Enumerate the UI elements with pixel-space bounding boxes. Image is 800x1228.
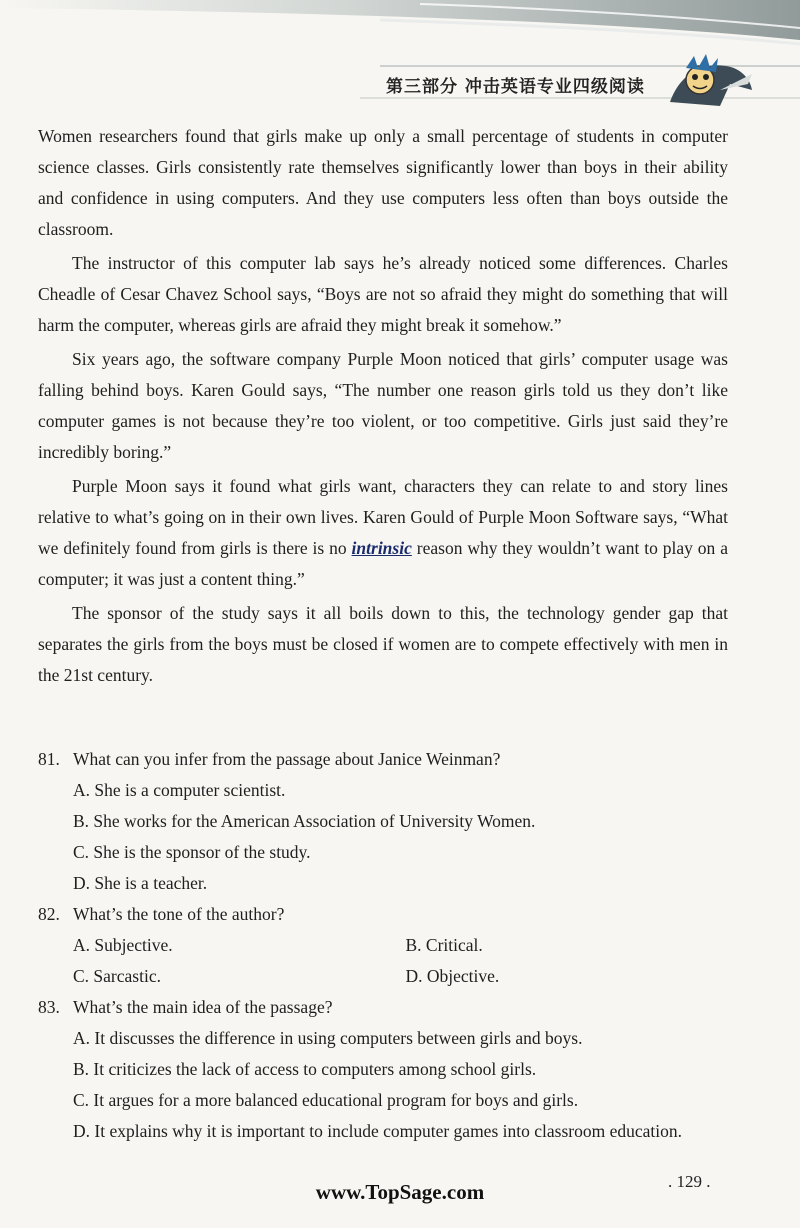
chapter-header-title: 第三部分 冲击英语专业四级阅读 bbox=[386, 77, 645, 97]
question-text: What can you infer from the passage about Janice Weinman? bbox=[73, 749, 501, 769]
question-text: What’s the main idea of the passage? bbox=[73, 997, 333, 1017]
option-a: A. She is a computer scientist. bbox=[73, 780, 286, 800]
passage-paragraph-4 bbox=[38, 471, 728, 595]
footer-website-link[interactable]: www.TopSage.com bbox=[315, 1180, 485, 1204]
option-b: B. She works for the American Association of University Women. bbox=[73, 811, 536, 831]
option-d: D. She is a teacher. bbox=[73, 873, 208, 893]
question-81 bbox=[38, 744, 738, 899]
mascot-character-icon bbox=[660, 44, 756, 110]
option-b: B. Critical. bbox=[405, 935, 483, 955]
passage-paragraph-1: Women researchers found that girls make up only a small percentage of students in computer science classes. Girls consistently rate themselves significantly lower than boys in their ability and confidence in using computers. And they use computers less often than boys outside the classroom. bbox=[38, 126, 728, 239]
option-d: D. Objective. bbox=[405, 966, 500, 986]
paragraph-4-text-before: Purple Moon says it found what girls want, characters they can relate to and story lines relative to what’s going on in their own lives. Karen Gould of Purple Moon Software says, “What we definitely found from girls is there is no bbox=[38, 476, 728, 558]
option-c: C. Sarcastic. bbox=[73, 966, 161, 986]
options-row-1 bbox=[73, 930, 738, 961]
question-number: 81. bbox=[38, 749, 60, 769]
page-number: . 129 . bbox=[668, 1172, 711, 1191]
option-c: C. She is the sponsor of the study. bbox=[73, 842, 311, 862]
paragraph-4-text-after: reason why they wouldn’t want to play on a computer; it was just a content thing.” bbox=[38, 538, 728, 589]
passage-paragraph-3: Six years ago, the software company Purple Moon noticed that girls’ computer usage was falling behind boys. Karen Gould says, “The number one reason girls told us they don’t like computer games is not because they’re too violent, or too competitive. Girls just said they’re incredibly boring.” bbox=[38, 349, 728, 462]
option-a: A. It discusses the difference in using computers between girls and boys. bbox=[73, 1028, 583, 1048]
passage-paragraph-2: The instructor of this computer lab says he’s already noticed some differences. Charles Cheadle of Cesar Chavez School says, “Boys are not so afraid they might do something that will harm the computer, whereas girls are afraid they might break it somehow.” bbox=[38, 253, 728, 335]
passage-paragraph-5: The sponsor of the study says it all boils down to this, the technology gender gap that separates the girls from the boys must be closed if women are to compete effectively with men in the 21st century. bbox=[38, 603, 728, 685]
question-82 bbox=[38, 899, 738, 992]
reading-passage bbox=[38, 121, 728, 694]
question-list bbox=[38, 744, 738, 1147]
question-text: What’s the tone of the author? bbox=[73, 904, 285, 924]
question-number: 82. bbox=[38, 904, 60, 924]
option-d: D. It explains why it is important to include computer games into classroom education. bbox=[73, 1121, 682, 1141]
options-row-2 bbox=[73, 961, 738, 992]
question-number: 83. bbox=[38, 997, 60, 1017]
question-83 bbox=[38, 992, 738, 1147]
highlighted-keyword: intrinsic bbox=[351, 538, 412, 558]
option-a: A. Subjective. bbox=[73, 935, 173, 955]
option-b: B. It criticizes the lack of access to computers among school girls. bbox=[73, 1059, 537, 1079]
option-c: C. It argues for a more balanced educational program for boys and girls. bbox=[73, 1090, 579, 1110]
